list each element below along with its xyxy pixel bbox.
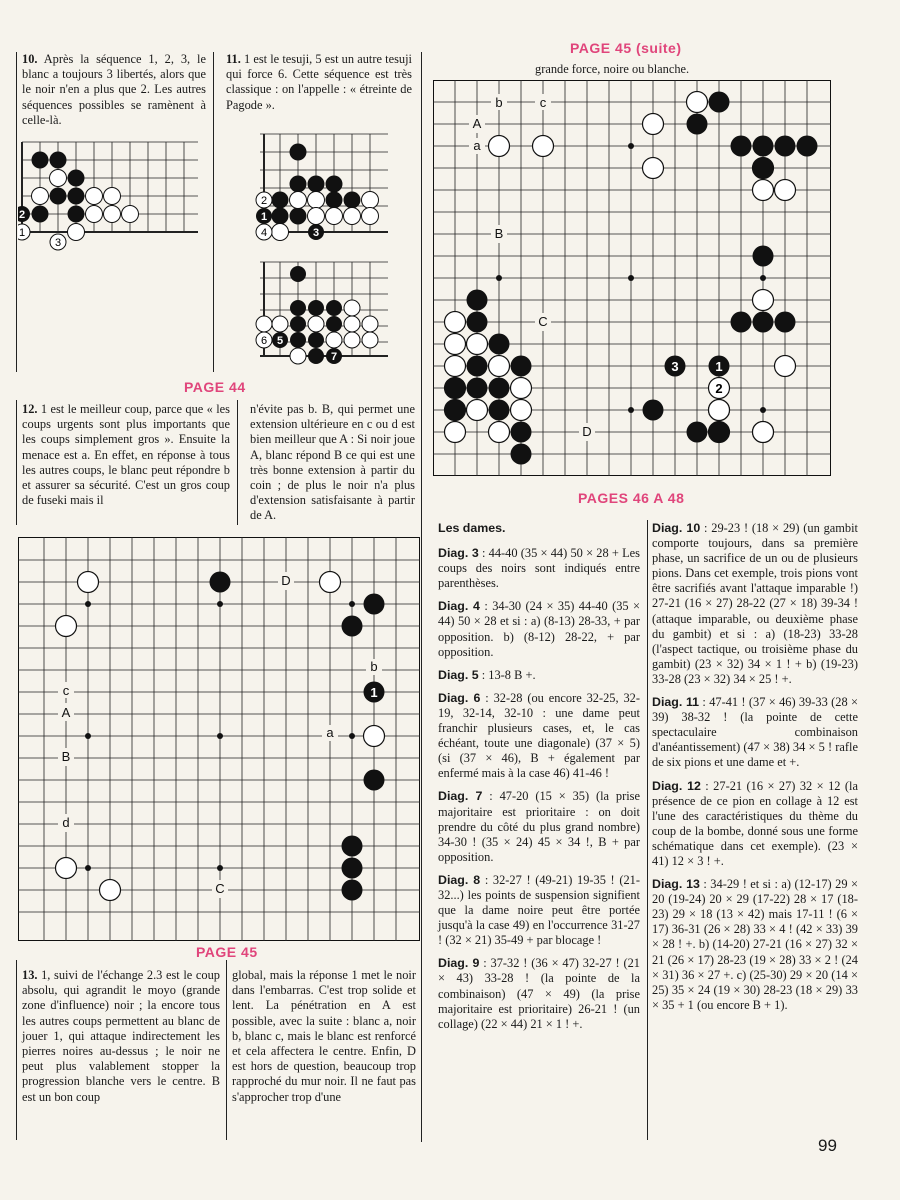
- dames-column-rule: [647, 520, 648, 1140]
- note-11-number: 11.: [226, 52, 241, 66]
- note-13-text-b: global, mais la réponse 1 met le noir dans l'embarras. C'est trop solide et lent. La pénétration en A est possible, avec la suite : blanc a, noir b, blanc c, mais le blanc est renforcé et cela affectera le centre. Enfin, D est hors de question, beaucoup trop rapproché du mur noir. Il ne faut pas s'approcher trop d'une: [232, 968, 416, 1104]
- note-12-col1: [22, 402, 230, 508]
- svg-text:3: 3: [54, 237, 62, 249]
- d13-label-b: b: [495, 95, 503, 110]
- note-13-text-a: 1, suivi de l'échange 2.3 est le coup absolu, qui agrandit le moyo (grande zone d'influence) noir ; la encore tous les autres coups permettent au blanc de jouer 1, qui attaque indirectement les pierres noires au-dessus ; le noir ne peut plus valablement stopper la progression blanche vers le centre. B est un bon coup: [22, 968, 220, 1104]
- note-13-col1: [22, 968, 220, 1105]
- section-heading-pages-46-48: PAGES 46 A 48: [578, 490, 685, 506]
- svg-text:2: 2: [260, 195, 268, 207]
- d12-label-d: d: [62, 815, 70, 830]
- d13-label-B: B: [494, 226, 504, 241]
- column-rule-3: [226, 960, 227, 1140]
- go-diagram-12: [18, 537, 420, 941]
- d12-label-C: C: [215, 881, 225, 896]
- diag-10: Diag. 10 : 29-23 ! (18 × 29) (un gambit comporte toujours, dans sa première phase, un sacrifice de un ou de plusieurs pions. Dans cet exemple, trois pions vont être sacrifiés avant l'attaque imparable !) 27-21 (16 × 27) 28-22 (27 × 18) 39-34 ! (attaque imparable, ou deuxième phase du gambit) et si : a) (18-23) 33-28 (l'aspect tactique, ou troisième phase du gambit) (23 × 32) 34 × 1 ! + b) (19-23) 33-28 (23 × 32) 34 × 25 ! +.: [652, 521, 858, 686]
- note-12-col2: [250, 402, 415, 524]
- svg-text:1: 1: [18, 227, 26, 239]
- go-diagram-13: [433, 80, 831, 476]
- svg-text:1: 1: [260, 211, 268, 223]
- go-diagram-11b: [250, 256, 400, 368]
- diag-11: Diag. 11 : 47-41 ! (37 × 46) 39-33 (28 × 39) 38-32 ! (la pointe de cette spectaculaire combinaison d'anéantissement) (47 × 38) 34 × 5 ! rafle de six pions et une dame et +.: [652, 695, 858, 770]
- d10-move-1: [18, 224, 30, 240]
- section-heading-page-44: PAGE 44: [184, 379, 246, 395]
- go-diagram-10: [18, 138, 208, 253]
- d12-label-b: b: [370, 659, 378, 674]
- d12-label-a: a: [326, 725, 334, 740]
- d12-label-1: 1: [370, 685, 378, 700]
- d13-label-2: 2: [715, 381, 723, 396]
- diag-5: Diag. 5 : 13-8 B +.: [438, 667, 536, 682]
- section-heading-page-45-suite: PAGE 45 (suite): [570, 40, 682, 56]
- note-13-col2: [232, 968, 416, 1105]
- diag-12: Diag. 12 : 27-21 (16 × 27) 32 × 12 (la présence de ce pion en collage à 12 est l'une des caractéristiques du thème du coup de la bombe, donné sous une forme schématique dans cet exemple). (23 × 41) 12 × 3 ! +.: [652, 778, 858, 868]
- left-rule-1: [16, 52, 17, 372]
- svg-text:4: 4: [260, 227, 268, 239]
- note-13-number: 13.: [22, 968, 38, 982]
- d13-label-A: A: [472, 116, 482, 131]
- note-12-text-a: 1 est le meilleur coup, parce que « les coups urgents sont plus importants que les coups simplement gros ». Ensuite la menace est a. En effet, en réponse à tous les autres coups, le blanc peut répondre b et assurer sa sécurité. C'est un gros coup de fuseki mais il: [22, 402, 230, 508]
- d13-label-D: D: [582, 424, 592, 439]
- d10-move-2: [18, 206, 30, 222]
- dames-column-2: [652, 521, 858, 1021]
- column-rule-2: [237, 400, 238, 525]
- note-10: [22, 52, 206, 128]
- page-number: 99: [818, 1136, 837, 1155]
- section-heading-page-45: PAGE 45: [196, 944, 258, 960]
- diag-3: Diag. 3 : 44-40 (35 × 44) 50 × 28 + Les coups des noirs sont indiqués entre parenthèses.: [438, 546, 640, 591]
- suite-caption: grande force, noire ou blanche.: [535, 62, 690, 76]
- d13-label-1: 1: [715, 359, 723, 374]
- svg-text:2: 2: [18, 209, 26, 221]
- column-rule-center: [421, 52, 422, 1142]
- left-rule-3: [16, 960, 17, 1140]
- left-rule-2: [16, 400, 17, 525]
- d13-label-3: 3: [671, 359, 679, 374]
- svg-text:7: 7: [330, 351, 338, 363]
- d13-label-C: C: [538, 314, 548, 329]
- diag-13: Diag. 13 : 34-29 ! et si : a) (12-17) 29 × 20 (19-24) 20 × 29 (17-22) 28 × 17 (18-23) 29 × 18 (13 × 42) mais 17-11 ! (6 × 17) 36-31 (26 × 28) 33 × 4 ! (42 × 33) 39 × 28 ! +. b) (14-20) 27-21 (16 × 27) 32 × 21 (26 × 17) 28-23 (19 × 28) 33 × 2 ! (24 × 31) 36 × 27 +. c) (25-30) 29 × 20 (14 × 25) 35 × 24 (19 × 30) 28-23 (18 × 29) 33 × 35 + 1 (ou encore B + 1).: [652, 877, 858, 1012]
- d12-label-D: D: [281, 573, 291, 588]
- note-11: [226, 52, 412, 113]
- dames-column-1: [438, 521, 640, 1040]
- d13-label-c: c: [539, 95, 547, 110]
- d12-label-c: c: [62, 683, 70, 698]
- diag-8: Diag. 8 : 32-27 ! (49-21) 19-35 ! (21-32...) les points de suspension signifient que la dame noire peut être portée jusqu'à la case 49) en l'occurrence 31-27 ! (32 × 21) 35-49 + par blocage !: [438, 872, 640, 948]
- note-10-number: 10.: [22, 52, 38, 66]
- svg-text:5: 5: [276, 335, 284, 347]
- diag-7: Diag. 7 : 47-20 (15 × 35) (la prise majoritaire est prioritaire : on doit prendre du côté du plus grand nombre) 34-30 ! (35 × 24) 45 × 34 !, B + par opposition.: [438, 789, 640, 864]
- svg-text:6: 6: [260, 335, 268, 347]
- d13-label-a: a: [473, 138, 481, 153]
- column-rule-1: [213, 52, 214, 372]
- d12-label-A: A: [61, 705, 71, 720]
- go-diagram-11a: [250, 128, 400, 246]
- note-12-number: 12.: [22, 402, 38, 416]
- note-12-text-b: n'évite pas b. B, qui permet une extension ultérieure en c ou d est bien meilleur que A : Si noir joue A, blanc répond B ce qui est une très bonne extension à partir du coin ; de plus le noir n'a plus d'extension satisfaisante à partir de A.: [250, 402, 415, 523]
- diag-4: Diag. 4 : 34-30 (24 × 35) 44-40 (35 × 44) 50 × 28 et si : a) (8-13) 28-33, + par opposition. b) (8-12) 28-22, + par opposition.: [438, 599, 640, 659]
- svg-text:3: 3: [312, 227, 320, 239]
- note-10-text: Après la séquence 1, 2, 3, le blanc a toujours 3 libertés, alors que le noir n'en a plus que 2. Les autres séquences possibles se ramènent à celle-là.: [22, 52, 206, 127]
- diag-6: Diag. 6 : 32-28 (ou encore 32-25, 32-19, 32-14, 32-10 : une dame peut franchir plusieurs cases, et, le cas échéant, toute une diagonale) (37 × 5) (si (37 × 46), B + également par enfermé mais à la case 46) 41-46 !: [438, 690, 640, 781]
- d10-move-3: [50, 234, 66, 250]
- d12-label-B: B: [61, 749, 71, 764]
- dames-title: Les dames.: [438, 521, 506, 535]
- diag-9: Diag. 9 : 37-32 ! (36 × 47) 32-27 ! (21 × 43) 33-28 ! (la pointe de la combinaison) (47 × 49) (la prise majoritaire est prioritaire) 26-21 ! (un collage) (22 × 44) 21 × 1 ! +.: [438, 956, 640, 1031]
- note-11-text: 1 est le tesuji, 5 est un autre tesuji qui force 6. Cette séquence est très classique : on l'appelle : « étreinte de Pagode ».: [226, 52, 412, 112]
